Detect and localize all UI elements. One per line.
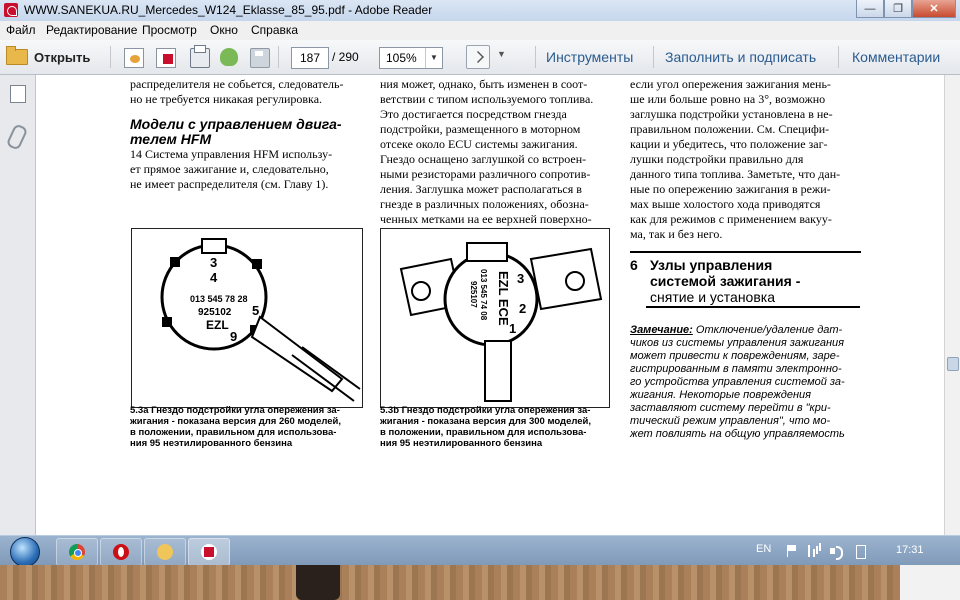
toolbar-separator xyxy=(110,46,111,68)
adobe-reader-icon xyxy=(4,3,18,17)
taskbar xyxy=(0,535,960,566)
text-column-1 xyxy=(130,75,365,192)
taskbar-adobe-reader[interactable] xyxy=(188,538,230,566)
menu-file[interactable]: Файл xyxy=(6,23,36,37)
fig-label: 925102 xyxy=(198,307,232,318)
chrome-icon xyxy=(69,544,85,560)
section-rule xyxy=(646,306,860,308)
tools-link[interactable]: Инструменты xyxy=(546,49,634,65)
menu-bar xyxy=(0,21,960,41)
text-column-3 xyxy=(630,75,862,242)
menu-help[interactable]: Справка xyxy=(251,23,299,37)
taskbar-explorer[interactable] xyxy=(144,538,186,566)
toolbar-more-icon[interactable]: ▼ xyxy=(497,49,506,59)
fig-label: 3 xyxy=(517,271,525,286)
fig-label: 9 xyxy=(230,329,238,344)
fig-label: 013 545 78 28 xyxy=(190,294,248,304)
opera-icon xyxy=(113,544,129,560)
action-center-flag-icon[interactable] xyxy=(786,545,798,557)
start-button[interactable] xyxy=(3,536,45,566)
print-icon[interactable] xyxy=(190,48,210,68)
adjustment-socket-drawing xyxy=(132,229,362,407)
menu-edit[interactable]: Редактирование xyxy=(46,23,138,37)
note-text: Отключение/удаление дат- чиков из системы управления зажигания может привести к повреждениям, заре- гистрированным в памяти электронно- го устройства управления системой за- жигания. Некоторые повреждения заставляют систему перейти в "кри- тический режим управления", что мо- жет повлиять на общую управляемость xyxy=(630,324,845,440)
network-icon[interactable] xyxy=(808,545,822,557)
fig-label: 2 xyxy=(519,301,527,316)
clock[interactable]: 17:31 xyxy=(896,544,924,556)
figure-caption: 5.3b Гнездо подстройки угла опережения за- жигания - показана версия для 300 моделей, в положении, правильном для использова- ния 95 неэтилированного бензина xyxy=(380,405,592,449)
open-button[interactable] xyxy=(6,45,90,69)
paragraph: если угол опережения зажигания мень- ше или больше ровно на 3°, возможно заглушка подстройки установлена в не- правильном положении. См. Специфи- кации и убедитесь, что положение заг- лушки подстройки правильно для данного типа топлива. Заметьте, что дан- ные по опережению зажигания в режи- мах выше холостого хода приводятся как для режимов с применением вакуу- ма, так и без него. xyxy=(630,77,841,241)
save-icon[interactable] xyxy=(250,48,270,68)
paragraph: 14 Система управления HFM использу- ет прямое зажигание и, следовательно, не имеет распределителя (см. Главу 1). xyxy=(130,147,333,191)
figure-5-3b xyxy=(380,228,610,408)
chevron-down-icon[interactable]: ▼ xyxy=(425,48,442,68)
toolbar-separator xyxy=(838,46,839,68)
adjustment-socket-drawing xyxy=(381,229,609,407)
note-paragraph xyxy=(630,324,862,441)
menu-view[interactable]: Просмотр xyxy=(142,23,197,37)
page-number-input[interactable]: 187 xyxy=(291,47,329,69)
open-button-label: Открыть xyxy=(34,49,91,65)
windows-logo-icon xyxy=(10,537,40,567)
section-rule xyxy=(630,251,861,253)
section-heading: Модели с управлением двига- телем HFM xyxy=(130,116,342,147)
white-object xyxy=(900,565,960,600)
section-title: Узлы управления системой зажигания - xyxy=(650,257,801,289)
fig-label: 013 545 74 08 xyxy=(479,269,488,321)
fig-label: EZL ECE xyxy=(496,271,511,326)
toolbar-separator xyxy=(535,46,536,68)
paragraph: распределителя не собьется, следователь- но не требуется никакая регулировка. xyxy=(130,77,344,106)
text-column-2 xyxy=(380,75,612,227)
folder-icon xyxy=(6,49,28,65)
minimize-button[interactable]: — xyxy=(856,0,884,18)
taskbar-opera[interactable] xyxy=(100,538,142,566)
fig-label: EZL xyxy=(206,318,229,332)
figure-caption: 5.3a Гнездо подстройки угла опережения за- жигания - показана версия для 260 моделей, в положении, правильном для использова- ния 95 неэтилированного бензина xyxy=(130,405,342,449)
create-document-icon[interactable] xyxy=(124,48,144,68)
title-bar xyxy=(0,0,960,22)
volume-icon[interactable] xyxy=(830,545,842,557)
fig-label: 925107 xyxy=(469,281,478,308)
toolbar-separator xyxy=(653,46,654,68)
toolbar-separator xyxy=(278,46,279,68)
battery-icon[interactable] xyxy=(856,545,866,559)
menu-window[interactable]: Окно xyxy=(210,23,238,37)
dark-object xyxy=(296,565,340,600)
vertical-scrollbar[interactable] xyxy=(944,75,960,535)
document-view[interactable] xyxy=(36,75,944,535)
fill-sign-link[interactable]: Заполнить и подписать xyxy=(665,49,817,65)
window-controls xyxy=(856,0,956,18)
window-title: WWW.SANEKUA.RU_Mercedes_W124_Eklasse_85_95.pdf - Adobe Reader xyxy=(24,3,433,17)
page-total: / 290 xyxy=(332,50,359,64)
figure-5-3a xyxy=(131,228,363,408)
folder-icon xyxy=(157,544,173,560)
fig-label: 3 xyxy=(210,255,218,270)
page-thumbnails-icon[interactable] xyxy=(10,85,26,103)
desk-background xyxy=(0,565,960,600)
note-label: Замечание: xyxy=(630,324,693,336)
section-subtitle: снятие и установка xyxy=(650,289,775,305)
language-indicator[interactable]: EN xyxy=(756,543,772,555)
taskbar-chrome[interactable] xyxy=(56,538,98,566)
paragraph: ния может, однако, быть изменен в соот- ветствии с типом используемого топлива. Это достигается посредством гнезда подстройки, размещенного в моторном отсеке около ECU системы зажигания. Гнездо оснащено заглушкой со встроен- ными резисторами различного сопротив- ления. Заглушка может располагаться в гнезде в различных положениях, обозна- ченных метками на ее верхней поверхно- xyxy=(380,77,594,226)
cloud-upload-icon[interactable] xyxy=(220,48,238,66)
maximize-button[interactable]: ❐ xyxy=(884,0,912,18)
fig-label: 4 xyxy=(210,270,218,285)
section-number: 6 xyxy=(630,257,638,273)
fig-label: 5 xyxy=(252,303,260,318)
scrollbar-thumb[interactable] xyxy=(947,357,959,371)
zoom-value: 105% xyxy=(386,51,417,65)
comments-link[interactable]: Комментарии xyxy=(852,49,941,65)
fig-label: 1 xyxy=(509,321,517,336)
navigation-pane xyxy=(0,75,36,535)
fit-page-icon[interactable] xyxy=(466,45,490,69)
attachments-icon[interactable] xyxy=(6,123,29,151)
adobe-reader-icon xyxy=(201,544,217,560)
close-button[interactable]: ✕ xyxy=(912,0,956,18)
create-pdf-icon[interactable] xyxy=(156,48,176,68)
zoom-select[interactable] xyxy=(379,47,443,69)
